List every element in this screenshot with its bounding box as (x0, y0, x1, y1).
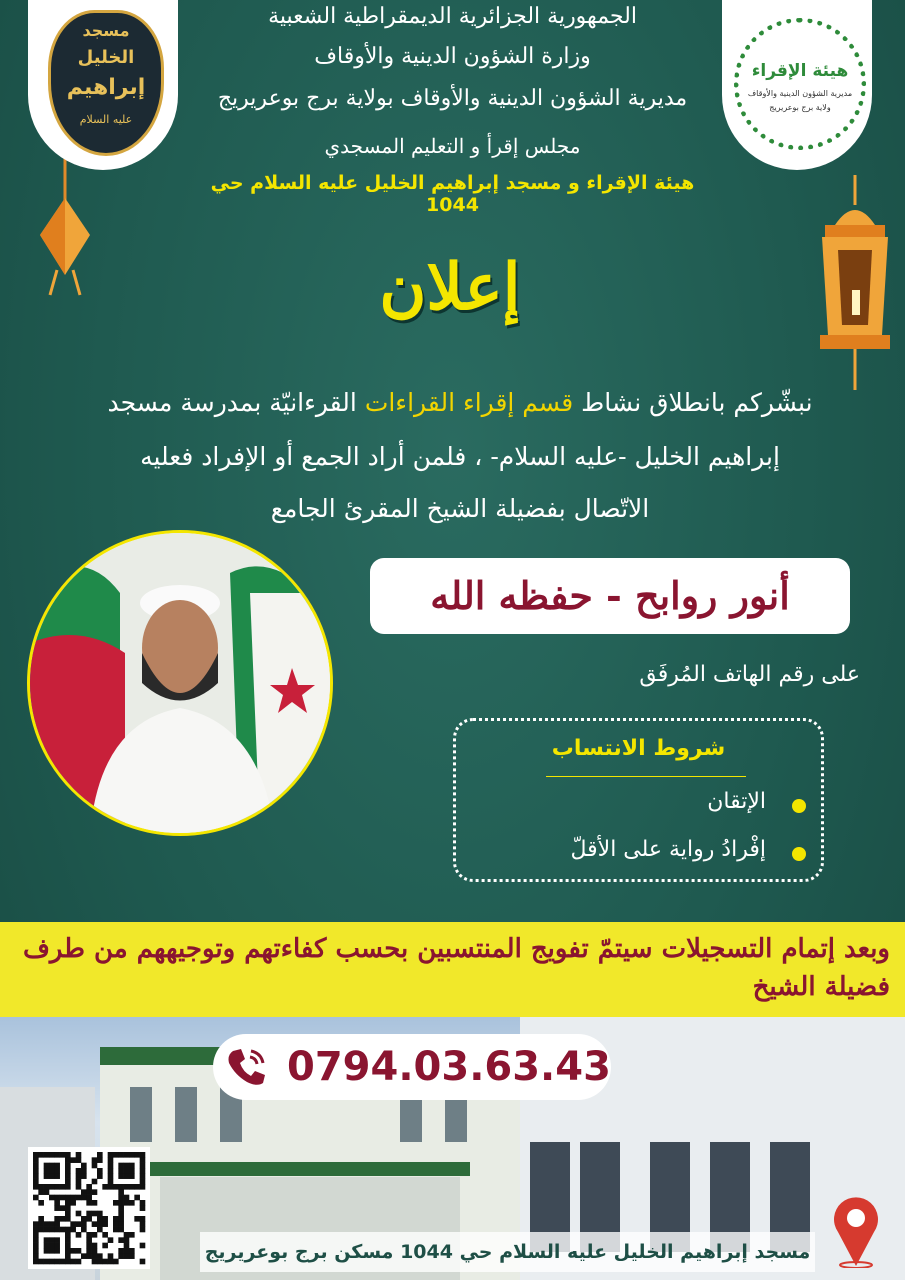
announcement-title: إعلان (379, 250, 521, 325)
bullet-icon (792, 799, 806, 813)
condition-item: الإتقان (707, 789, 766, 814)
intro-line-3: الاتّصال بفضيلة الشيخ المقرئ الجامع (270, 494, 650, 523)
intro-line-2: إبراهيم الخليل -عليه السلام- ، فلمن أراد الجمع أو الإفراد فعليه (140, 442, 780, 471)
mosque-logo (48, 10, 164, 156)
header-line-1: الجمهورية الجزائرية الديمقراطية الشعبية (268, 4, 637, 29)
logo-text-4: عليه السلام (79, 113, 133, 126)
header-line-4: مجلس إقرأ و التعليم المسجدي (324, 134, 581, 158)
phone-icon (223, 1045, 269, 1089)
intro-line-1-start: نبشّركم بانطلاق نشاط (573, 388, 813, 417)
sheikh-photo-image (30, 533, 330, 833)
intro-highlight: قسم إقراء القراءات (364, 388, 574, 417)
sheikh-photo (27, 530, 333, 836)
qr-code-pattern (28, 1147, 150, 1269)
phone-note: على رقم الهاتف المُرفَق (639, 662, 860, 687)
phone-pill[interactable] (213, 1034, 611, 1100)
bullet-icon (792, 847, 806, 861)
mosque-logo-badge (28, 0, 178, 170)
header-line-3: مديرية الشؤون الدينية والأوقاف بولاية برج بوعريريج (217, 86, 688, 111)
conditions-box (453, 718, 824, 882)
address-bar: مسجد إبراهيم الخليل عليه السلام حي 1044 مسكن برج بوعريريج (200, 1232, 815, 1272)
intro-line-1-end: القرءانيّة بمدرسة مسجد (107, 388, 365, 417)
location-pin-icon (830, 1192, 882, 1268)
qr-code[interactable] (28, 1147, 150, 1269)
iqraa-logo-line3: ولاية برج بوعريريج (769, 103, 831, 112)
condition-item: إفْرادُ رواية على الأقلّ (570, 837, 766, 862)
header-line-2: وزارة الشؤون الدينية والأوقاف (314, 44, 591, 69)
hanging-lantern-icon (35, 150, 95, 300)
banner-text: وبعد إتمام التسجيلات سيتمّ تفويج المنتسبين بحسب كفاءتهم وتوجيههم من طرف فضيلة الشيخ (22, 934, 890, 1002)
phone-number[interactable]: 0794.03.63.43 (287, 1044, 611, 1090)
yellow-banner (0, 922, 905, 1017)
lantern-icon (810, 175, 900, 395)
intro-line-1 (45, 388, 875, 417)
iqraa-logo-line2: مديرية الشؤون الدينية والأوقاف (747, 89, 853, 98)
logo-text-3: إبراهيم (66, 75, 146, 100)
logo-text-1: مسجد (82, 21, 130, 40)
sheikh-name: أنور روابح - حفظه الله (370, 558, 850, 634)
header-subtitle: هيئة الإقراء و مسجد إبراهيم الخليل عليه السلام حي 1044 (210, 172, 695, 216)
iqraa-logo (734, 18, 866, 150)
iqraa-logo-title: هيئة الإقراء (751, 61, 849, 81)
logo-text-2: الخليل (77, 47, 135, 68)
conditions-title: شروط الانتساب (551, 736, 726, 761)
conditions-divider (546, 776, 746, 777)
iqraa-logo-badge (722, 0, 872, 170)
